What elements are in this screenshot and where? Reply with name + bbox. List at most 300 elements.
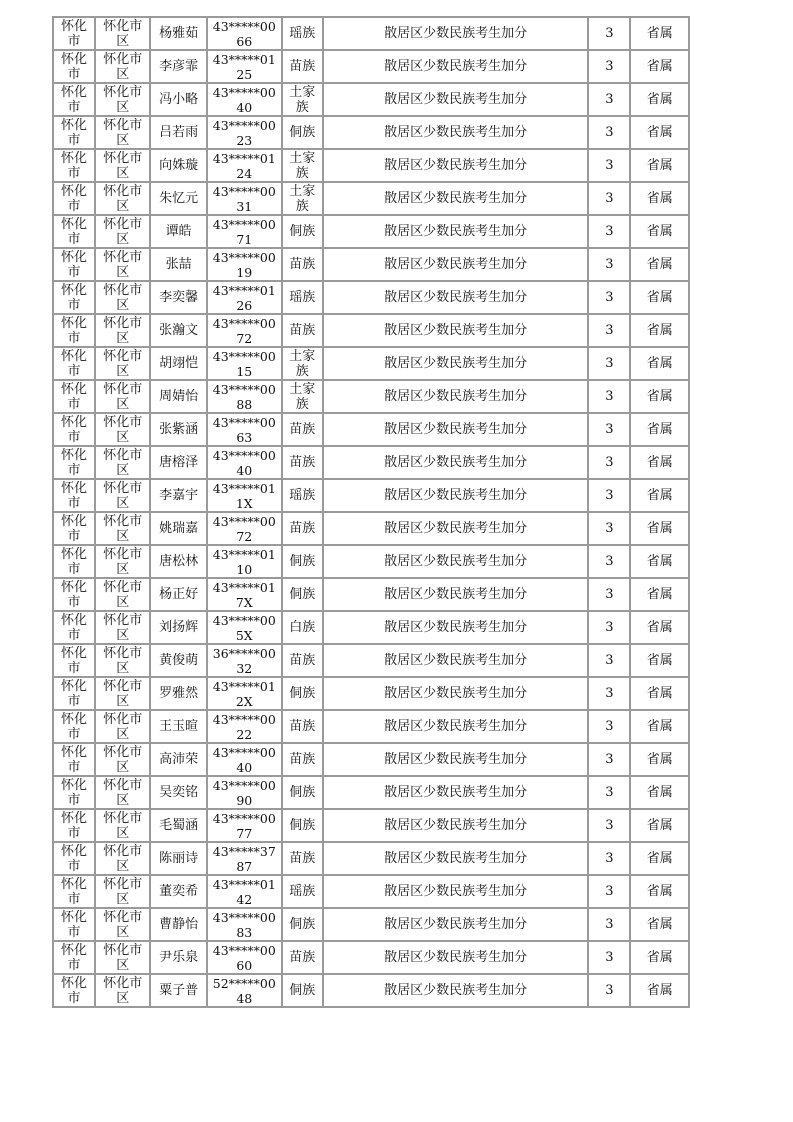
- jurisdiction-cell: 省属: [630, 512, 689, 545]
- jurisdiction-cell: 省属: [630, 644, 689, 677]
- ethnicity-text: 苗族: [289, 323, 316, 338]
- city-text: 怀化市: [61, 348, 88, 379]
- table-row: [53, 149, 689, 182]
- id-number-text: 43*****017X: [212, 579, 276, 610]
- district-cell: [95, 512, 150, 545]
- id-number-text: 43*****0023: [212, 117, 276, 148]
- city-cell: [53, 83, 95, 116]
- id-number-cell: [207, 479, 282, 512]
- bonus-points-cell: 3: [588, 842, 630, 875]
- district-text: 怀化市区: [103, 579, 143, 610]
- bonus-points-cell: 3: [588, 710, 630, 743]
- city-cell: [53, 512, 95, 545]
- id-number-text: 43*****0110: [212, 546, 276, 577]
- city-text: 怀化市: [61, 282, 88, 313]
- ethnicity-cell: [282, 545, 323, 578]
- city-text: 怀化市: [61, 249, 88, 280]
- bonus-item-cell: 散居区少数民族考生加分: [323, 446, 589, 479]
- jurisdiction-cell: 省属: [630, 941, 689, 974]
- table-row: [53, 710, 689, 743]
- bonus-points-cell: 3: [588, 281, 630, 314]
- id-number-cell: [207, 347, 282, 380]
- ethnicity-cell: [282, 182, 323, 215]
- student-name-cell: 刘扬辉: [150, 611, 206, 644]
- id-number-cell: [207, 149, 282, 182]
- district-cell: [95, 611, 150, 644]
- table-row: [53, 116, 689, 149]
- id-number-text: 43*****011X: [212, 480, 276, 511]
- id-number-cell: [207, 83, 282, 116]
- id-number-text: 43*****012X: [212, 678, 276, 709]
- bonus-item-cell: 散居区少数民族考生加分: [323, 347, 589, 380]
- table-row: [53, 215, 689, 248]
- bonus-points-table: [52, 16, 690, 1008]
- bonus-item-cell: 散居区少数民族考生加分: [323, 314, 589, 347]
- bonus-item-cell: 散居区少数民族考生加分: [323, 974, 589, 1007]
- table-row: [53, 380, 689, 413]
- id-number-cell: [207, 314, 282, 347]
- bonus-item-cell: 散居区少数民族考生加分: [323, 809, 589, 842]
- bonus-item-cell: 散居区少数民族考生加分: [323, 578, 589, 611]
- bonus-points-cell: 3: [588, 446, 630, 479]
- table-row: [53, 875, 689, 908]
- bonus-points-cell: 3: [588, 809, 630, 842]
- ethnicity-cell: [282, 941, 323, 974]
- ethnicity-cell: [282, 50, 323, 83]
- jurisdiction-cell: 省属: [630, 149, 689, 182]
- jurisdiction-cell: 省属: [630, 215, 689, 248]
- ethnicity-cell: [282, 578, 323, 611]
- district-text: 怀化市区: [103, 480, 143, 511]
- bonus-item-cell: 散居区少数民族考生加分: [323, 545, 589, 578]
- city-cell: [53, 314, 95, 347]
- district-cell: [95, 314, 150, 347]
- id-number-cell: [207, 710, 282, 743]
- city-text: 怀化市: [61, 579, 88, 610]
- id-number-cell: [207, 116, 282, 149]
- ethnicity-text: 土家族: [289, 348, 316, 379]
- district-text: 怀化市区: [103, 414, 143, 445]
- ethnicity-text: 苗族: [289, 521, 316, 536]
- city-cell: [53, 743, 95, 776]
- bonus-points-cell: 3: [588, 776, 630, 809]
- table-row: [53, 281, 689, 314]
- ethnicity-text: 苗族: [289, 752, 316, 767]
- district-cell: [95, 578, 150, 611]
- id-number-text: 43*****0071: [212, 216, 276, 247]
- student-name-cell: 李彦霏: [150, 50, 206, 83]
- city-text: 怀化市: [61, 810, 88, 841]
- bonus-item-cell: 散居区少数民族考生加分: [323, 83, 589, 116]
- id-number-cell: [207, 644, 282, 677]
- city-text: 怀化市: [61, 678, 88, 709]
- district-text: 怀化市区: [103, 744, 143, 775]
- city-cell: [53, 710, 95, 743]
- ethnicity-cell: [282, 974, 323, 1007]
- student-name-cell: 杨雅茹: [150, 17, 206, 50]
- bonus-points-cell: 3: [588, 83, 630, 116]
- bonus-points-cell: 3: [588, 215, 630, 248]
- table-row: [53, 512, 689, 545]
- ethnicity-cell: [282, 17, 323, 50]
- jurisdiction-cell: 省属: [630, 182, 689, 215]
- district-text: 怀化市区: [103, 678, 143, 709]
- student-name-cell: 黄俊萌: [150, 644, 206, 677]
- student-name-cell: 唐榕泽: [150, 446, 206, 479]
- id-number-text: 43*****0142: [212, 876, 276, 907]
- bonus-points-cell: 3: [588, 248, 630, 281]
- bonus-points-cell: 3: [588, 182, 630, 215]
- id-number-cell: [207, 776, 282, 809]
- ethnicity-cell: [282, 710, 323, 743]
- id-number-text: 43*****0072: [212, 513, 276, 544]
- jurisdiction-cell: 省属: [630, 578, 689, 611]
- district-cell: [95, 941, 150, 974]
- student-name-cell: 胡翊恺: [150, 347, 206, 380]
- bonus-item-cell: 散居区少数民族考生加分: [323, 776, 589, 809]
- district-text: 怀化市区: [103, 216, 143, 247]
- table-row: [53, 50, 689, 83]
- city-text: 怀化市: [61, 843, 88, 874]
- ethnicity-cell: [282, 512, 323, 545]
- ethnicity-cell: [282, 215, 323, 248]
- bonus-points-cell: 3: [588, 875, 630, 908]
- district-text: 怀化市区: [103, 183, 143, 214]
- ethnicity-cell: [282, 644, 323, 677]
- id-number-cell: [207, 809, 282, 842]
- ethnicity-text: 瑶族: [289, 884, 316, 899]
- table-row: [53, 413, 689, 446]
- city-text: 怀化市: [61, 414, 88, 445]
- district-cell: [95, 50, 150, 83]
- bonus-item-cell: 散居区少数民族考生加分: [323, 644, 589, 677]
- id-number-text: 43*****005X: [212, 612, 276, 643]
- bonus-points-cell: 3: [588, 644, 630, 677]
- ethnicity-text: 土家族: [289, 150, 316, 181]
- district-text: 怀化市区: [103, 249, 143, 280]
- city-text: 怀化市: [61, 150, 88, 181]
- id-number-text: 43*****0125: [212, 51, 276, 82]
- id-number-text: 43*****3787: [212, 843, 276, 874]
- jurisdiction-cell: 省属: [630, 116, 689, 149]
- table-row: [53, 974, 689, 1007]
- bonus-item-cell: 散居区少数民族考生加分: [323, 677, 589, 710]
- id-number-cell: [207, 578, 282, 611]
- city-text: 怀化市: [61, 480, 88, 511]
- ethnicity-cell: [282, 413, 323, 446]
- city-text: 怀化市: [61, 909, 88, 940]
- jurisdiction-cell: 省属: [630, 908, 689, 941]
- id-number-text: 43*****0066: [212, 18, 276, 49]
- ethnicity-cell: [282, 281, 323, 314]
- district-cell: [95, 17, 150, 50]
- bonus-points-cell: 3: [588, 611, 630, 644]
- district-cell: [95, 248, 150, 281]
- city-text: 怀化市: [61, 876, 88, 907]
- table-body: [53, 17, 689, 1007]
- city-cell: [53, 908, 95, 941]
- bonus-item-cell: 散居区少数民族考生加分: [323, 512, 589, 545]
- city-cell: [53, 644, 95, 677]
- district-cell: [95, 446, 150, 479]
- city-text: 怀化市: [61, 777, 88, 808]
- ethnicity-text: 瑶族: [289, 488, 316, 503]
- district-cell: [95, 215, 150, 248]
- student-name-cell: 陈丽诗: [150, 842, 206, 875]
- bonus-item-cell: 散居区少数民族考生加分: [323, 611, 589, 644]
- district-text: 怀化市区: [103, 447, 143, 478]
- table-row: [53, 809, 689, 842]
- district-cell: [95, 281, 150, 314]
- bonus-points-cell: 3: [588, 479, 630, 512]
- table-row: [53, 611, 689, 644]
- district-text: 怀化市区: [103, 843, 143, 874]
- city-cell: [53, 149, 95, 182]
- ethnicity-cell: [282, 83, 323, 116]
- bonus-points-cell: 3: [588, 908, 630, 941]
- bonus-points-cell: 3: [588, 149, 630, 182]
- city-cell: [53, 842, 95, 875]
- student-name-cell: 毛蜀涵: [150, 809, 206, 842]
- ethnicity-text: 侗族: [289, 785, 316, 800]
- city-cell: [53, 17, 95, 50]
- table-row: [53, 347, 689, 380]
- bonus-item-cell: 散居区少数民族考生加分: [323, 743, 589, 776]
- student-name-cell: 尹乐泉: [150, 941, 206, 974]
- city-cell: [53, 215, 95, 248]
- district-text: 怀化市区: [103, 942, 143, 973]
- table-row: [53, 677, 689, 710]
- table-row: [53, 17, 689, 50]
- student-name-cell: 粟子普: [150, 974, 206, 1007]
- jurisdiction-cell: 省属: [630, 83, 689, 116]
- jurisdiction-cell: 省属: [630, 809, 689, 842]
- jurisdiction-cell: 省属: [630, 380, 689, 413]
- ethnicity-text: 苗族: [289, 455, 316, 470]
- id-number-text: 43*****0072: [212, 315, 276, 346]
- district-text: 怀化市区: [103, 315, 143, 346]
- id-number-text: 43*****0040: [212, 84, 276, 115]
- district-cell: [95, 743, 150, 776]
- ethnicity-cell: [282, 116, 323, 149]
- bonus-points-cell: 3: [588, 314, 630, 347]
- bonus-points-cell: 3: [588, 545, 630, 578]
- id-number-cell: [207, 446, 282, 479]
- jurisdiction-cell: 省属: [630, 347, 689, 380]
- city-cell: [53, 974, 95, 1007]
- id-number-text: 43*****0060: [212, 942, 276, 973]
- bonus-item-cell: 散居区少数民族考生加分: [323, 116, 589, 149]
- city-cell: [53, 941, 95, 974]
- student-name-cell: 吴奕铭: [150, 776, 206, 809]
- city-text: 怀化市: [61, 645, 88, 676]
- city-text: 怀化市: [61, 744, 88, 775]
- id-number-text: 43*****0077: [212, 810, 276, 841]
- bonus-points-cell: 3: [588, 743, 630, 776]
- city-cell: [53, 611, 95, 644]
- city-text: 怀化市: [61, 975, 88, 1006]
- student-name-cell: 张紫涵: [150, 413, 206, 446]
- jurisdiction-cell: 省属: [630, 479, 689, 512]
- bonus-points-cell: 3: [588, 380, 630, 413]
- student-name-cell: 王玉暄: [150, 710, 206, 743]
- district-text: 怀化市区: [103, 381, 143, 412]
- ethnicity-text: 瑶族: [289, 26, 316, 41]
- city-cell: [53, 347, 95, 380]
- student-name-cell: 董奕希: [150, 875, 206, 908]
- district-cell: [95, 776, 150, 809]
- table-row: [53, 842, 689, 875]
- district-text: 怀化市区: [103, 117, 143, 148]
- student-name-cell: 唐松林: [150, 545, 206, 578]
- jurisdiction-cell: 省属: [630, 446, 689, 479]
- city-text: 怀化市: [61, 216, 88, 247]
- district-cell: [95, 545, 150, 578]
- ethnicity-cell: [282, 314, 323, 347]
- id-number-text: 43*****0126: [212, 282, 276, 313]
- student-name-cell: 姚瑞嘉: [150, 512, 206, 545]
- ethnicity-text: 苗族: [289, 257, 316, 272]
- district-cell: [95, 413, 150, 446]
- bonus-item-cell: 散居区少数民族考生加分: [323, 248, 589, 281]
- bonus-points-cell: 3: [588, 413, 630, 446]
- bonus-item-cell: 散居区少数民族考生加分: [323, 908, 589, 941]
- id-number-cell: [207, 281, 282, 314]
- ethnicity-cell: [282, 875, 323, 908]
- district-text: 怀化市区: [103, 84, 143, 115]
- district-text: 怀化市区: [103, 975, 143, 1006]
- student-name-cell: 李奕馨: [150, 281, 206, 314]
- table-row: [53, 248, 689, 281]
- ethnicity-text: 侗族: [289, 686, 316, 701]
- table-row: [53, 314, 689, 347]
- table-row: [53, 479, 689, 512]
- ethnicity-text: 侗族: [289, 587, 316, 602]
- jurisdiction-cell: 省属: [630, 875, 689, 908]
- district-cell: [95, 479, 150, 512]
- bonus-item-cell: 散居区少数民族考生加分: [323, 941, 589, 974]
- jurisdiction-cell: 省属: [630, 413, 689, 446]
- id-number-cell: [207, 512, 282, 545]
- ethnicity-text: 苗族: [289, 422, 316, 437]
- id-number-text: 43*****0083: [212, 909, 276, 940]
- district-text: 怀化市区: [103, 513, 143, 544]
- id-number-cell: [207, 215, 282, 248]
- city-text: 怀化市: [61, 942, 88, 973]
- ethnicity-cell: [282, 446, 323, 479]
- bonus-points-cell: 3: [588, 941, 630, 974]
- table-row: [53, 182, 689, 215]
- district-cell: [95, 677, 150, 710]
- id-number-cell: [207, 743, 282, 776]
- district-cell: [95, 908, 150, 941]
- id-number-text: 43*****0090: [212, 777, 276, 808]
- ethnicity-text: 侗族: [289, 125, 316, 140]
- bonus-points-cell: 3: [588, 578, 630, 611]
- district-text: 怀化市区: [103, 282, 143, 313]
- table-row: [53, 908, 689, 941]
- district-text: 怀化市区: [103, 546, 143, 577]
- city-cell: [53, 809, 95, 842]
- city-cell: [53, 116, 95, 149]
- city-text: 怀化市: [61, 711, 88, 742]
- id-number-cell: [207, 50, 282, 83]
- district-cell: [95, 809, 150, 842]
- district-cell: [95, 380, 150, 413]
- district-cell: [95, 116, 150, 149]
- district-cell: [95, 842, 150, 875]
- bonus-points-cell: 3: [588, 512, 630, 545]
- bonus-points-cell: 3: [588, 974, 630, 1007]
- id-number-text: 36*****0032: [212, 645, 276, 676]
- student-name-cell: 张喆: [150, 248, 206, 281]
- district-cell: [95, 347, 150, 380]
- city-text: 怀化市: [61, 381, 88, 412]
- bonus-points-cell: 3: [588, 677, 630, 710]
- city-cell: [53, 182, 95, 215]
- ethnicity-cell: [282, 743, 323, 776]
- ethnicity-text: 土家族: [289, 84, 316, 115]
- district-text: 怀化市区: [103, 150, 143, 181]
- district-cell: [95, 83, 150, 116]
- jurisdiction-cell: 省属: [630, 710, 689, 743]
- table-row: [53, 83, 689, 116]
- city-text: 怀化市: [61, 513, 88, 544]
- table-row: [53, 545, 689, 578]
- district-text: 怀化市区: [103, 51, 143, 82]
- city-text: 怀化市: [61, 183, 88, 214]
- student-name-cell: 高沛荣: [150, 743, 206, 776]
- id-number-text: 52*****0048: [212, 975, 276, 1006]
- ethnicity-text: 苗族: [289, 59, 316, 74]
- student-name-cell: 曹静怡: [150, 908, 206, 941]
- student-name-cell: 罗雅然: [150, 677, 206, 710]
- ethnicity-cell: [282, 149, 323, 182]
- id-number-cell: [207, 941, 282, 974]
- city-cell: [53, 875, 95, 908]
- city-text: 怀化市: [61, 117, 88, 148]
- id-number-text: 43*****0022: [212, 711, 276, 742]
- jurisdiction-cell: 省属: [630, 776, 689, 809]
- bonus-points-cell: 3: [588, 347, 630, 380]
- id-number-cell: [207, 248, 282, 281]
- city-cell: [53, 446, 95, 479]
- city-cell: [53, 479, 95, 512]
- ethnicity-text: 苗族: [289, 653, 316, 668]
- bonus-item-cell: 散居区少数民族考生加分: [323, 50, 589, 83]
- city-cell: [53, 545, 95, 578]
- bonus-item-cell: 散居区少数民族考生加分: [323, 842, 589, 875]
- district-cell: [95, 875, 150, 908]
- student-name-cell: 朱忆元: [150, 182, 206, 215]
- city-cell: [53, 578, 95, 611]
- bonus-points-cell: 3: [588, 17, 630, 50]
- bonus-item-cell: 散居区少数民族考生加分: [323, 17, 589, 50]
- district-cell: [95, 644, 150, 677]
- district-text: 怀化市区: [103, 711, 143, 742]
- jurisdiction-cell: 省属: [630, 842, 689, 875]
- ethnicity-text: 侗族: [289, 554, 316, 569]
- table-row: [53, 644, 689, 677]
- ethnicity-text: 瑶族: [289, 290, 316, 305]
- id-number-cell: [207, 17, 282, 50]
- id-number-text: 43*****0031: [212, 183, 276, 214]
- city-text: 怀化市: [61, 51, 88, 82]
- bonus-item-cell: 散居区少数民族考生加分: [323, 380, 589, 413]
- jurisdiction-cell: 省属: [630, 314, 689, 347]
- city-text: 怀化市: [61, 84, 88, 115]
- jurisdiction-cell: 省属: [630, 17, 689, 50]
